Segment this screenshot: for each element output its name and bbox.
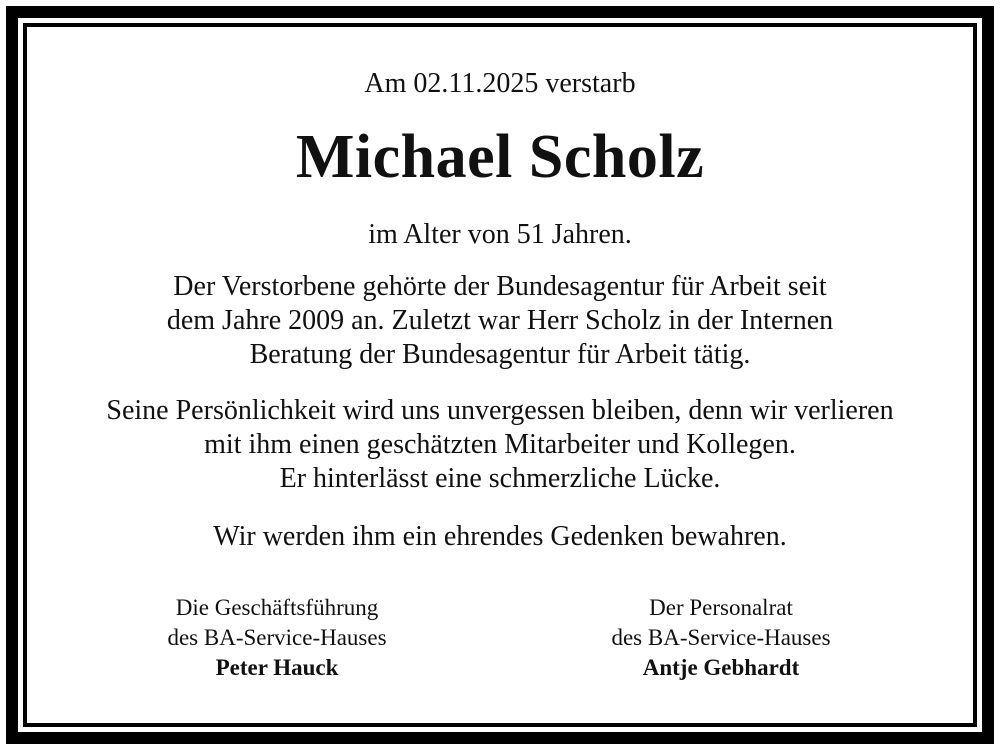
paragraph-closing — [0, 520, 1000, 554]
signature-management — [77, 593, 477, 683]
signer-name: Peter Hauck — [215, 655, 339, 680]
signature-line: des BA-Service-Hauses — [611, 625, 831, 650]
paragraph-line: Er hinterlässt eine schmerzliche Lücke. — [279, 463, 721, 494]
signature-line: Die Geschäftsführung — [175, 595, 379, 620]
paragraph-line: mit ihm einen geschätzten Mitarbeiter und Kollegen. — [204, 429, 796, 460]
paragraph-line: Beratung der Bundesagentur für Arbeit tätig. — [249, 339, 751, 370]
paragraph-line: dem Jahre 2009 an. Zuletzt war Herr Scholz in der Internen — [166, 305, 834, 336]
deceased-name: Michael Scholz — [295, 123, 705, 191]
paragraph-line: Seine Persönlichkeit wird uns unvergessen bleiben, denn wir verlieren — [106, 395, 894, 426]
signature-staff-council — [521, 593, 921, 683]
paragraph-remembrance — [0, 394, 1000, 496]
signature-line: Der Personalrat — [649, 595, 793, 620]
signature-line: des BA-Service-Hauses — [167, 625, 387, 650]
death-date-line: Am 02.11.2025 verstarb — [364, 68, 636, 99]
age-line: im Alter von 51 Jahren. — [368, 219, 632, 250]
paragraph-line: Wir werden ihm ein ehrendes Gedenken bewahren. — [213, 521, 787, 552]
paragraph-career — [0, 270, 1000, 372]
paragraph-line: Der Verstorbene gehörte der Bundesagentur für Arbeit seit — [173, 271, 827, 302]
signer-name: Antje Gebhardt — [642, 655, 800, 680]
